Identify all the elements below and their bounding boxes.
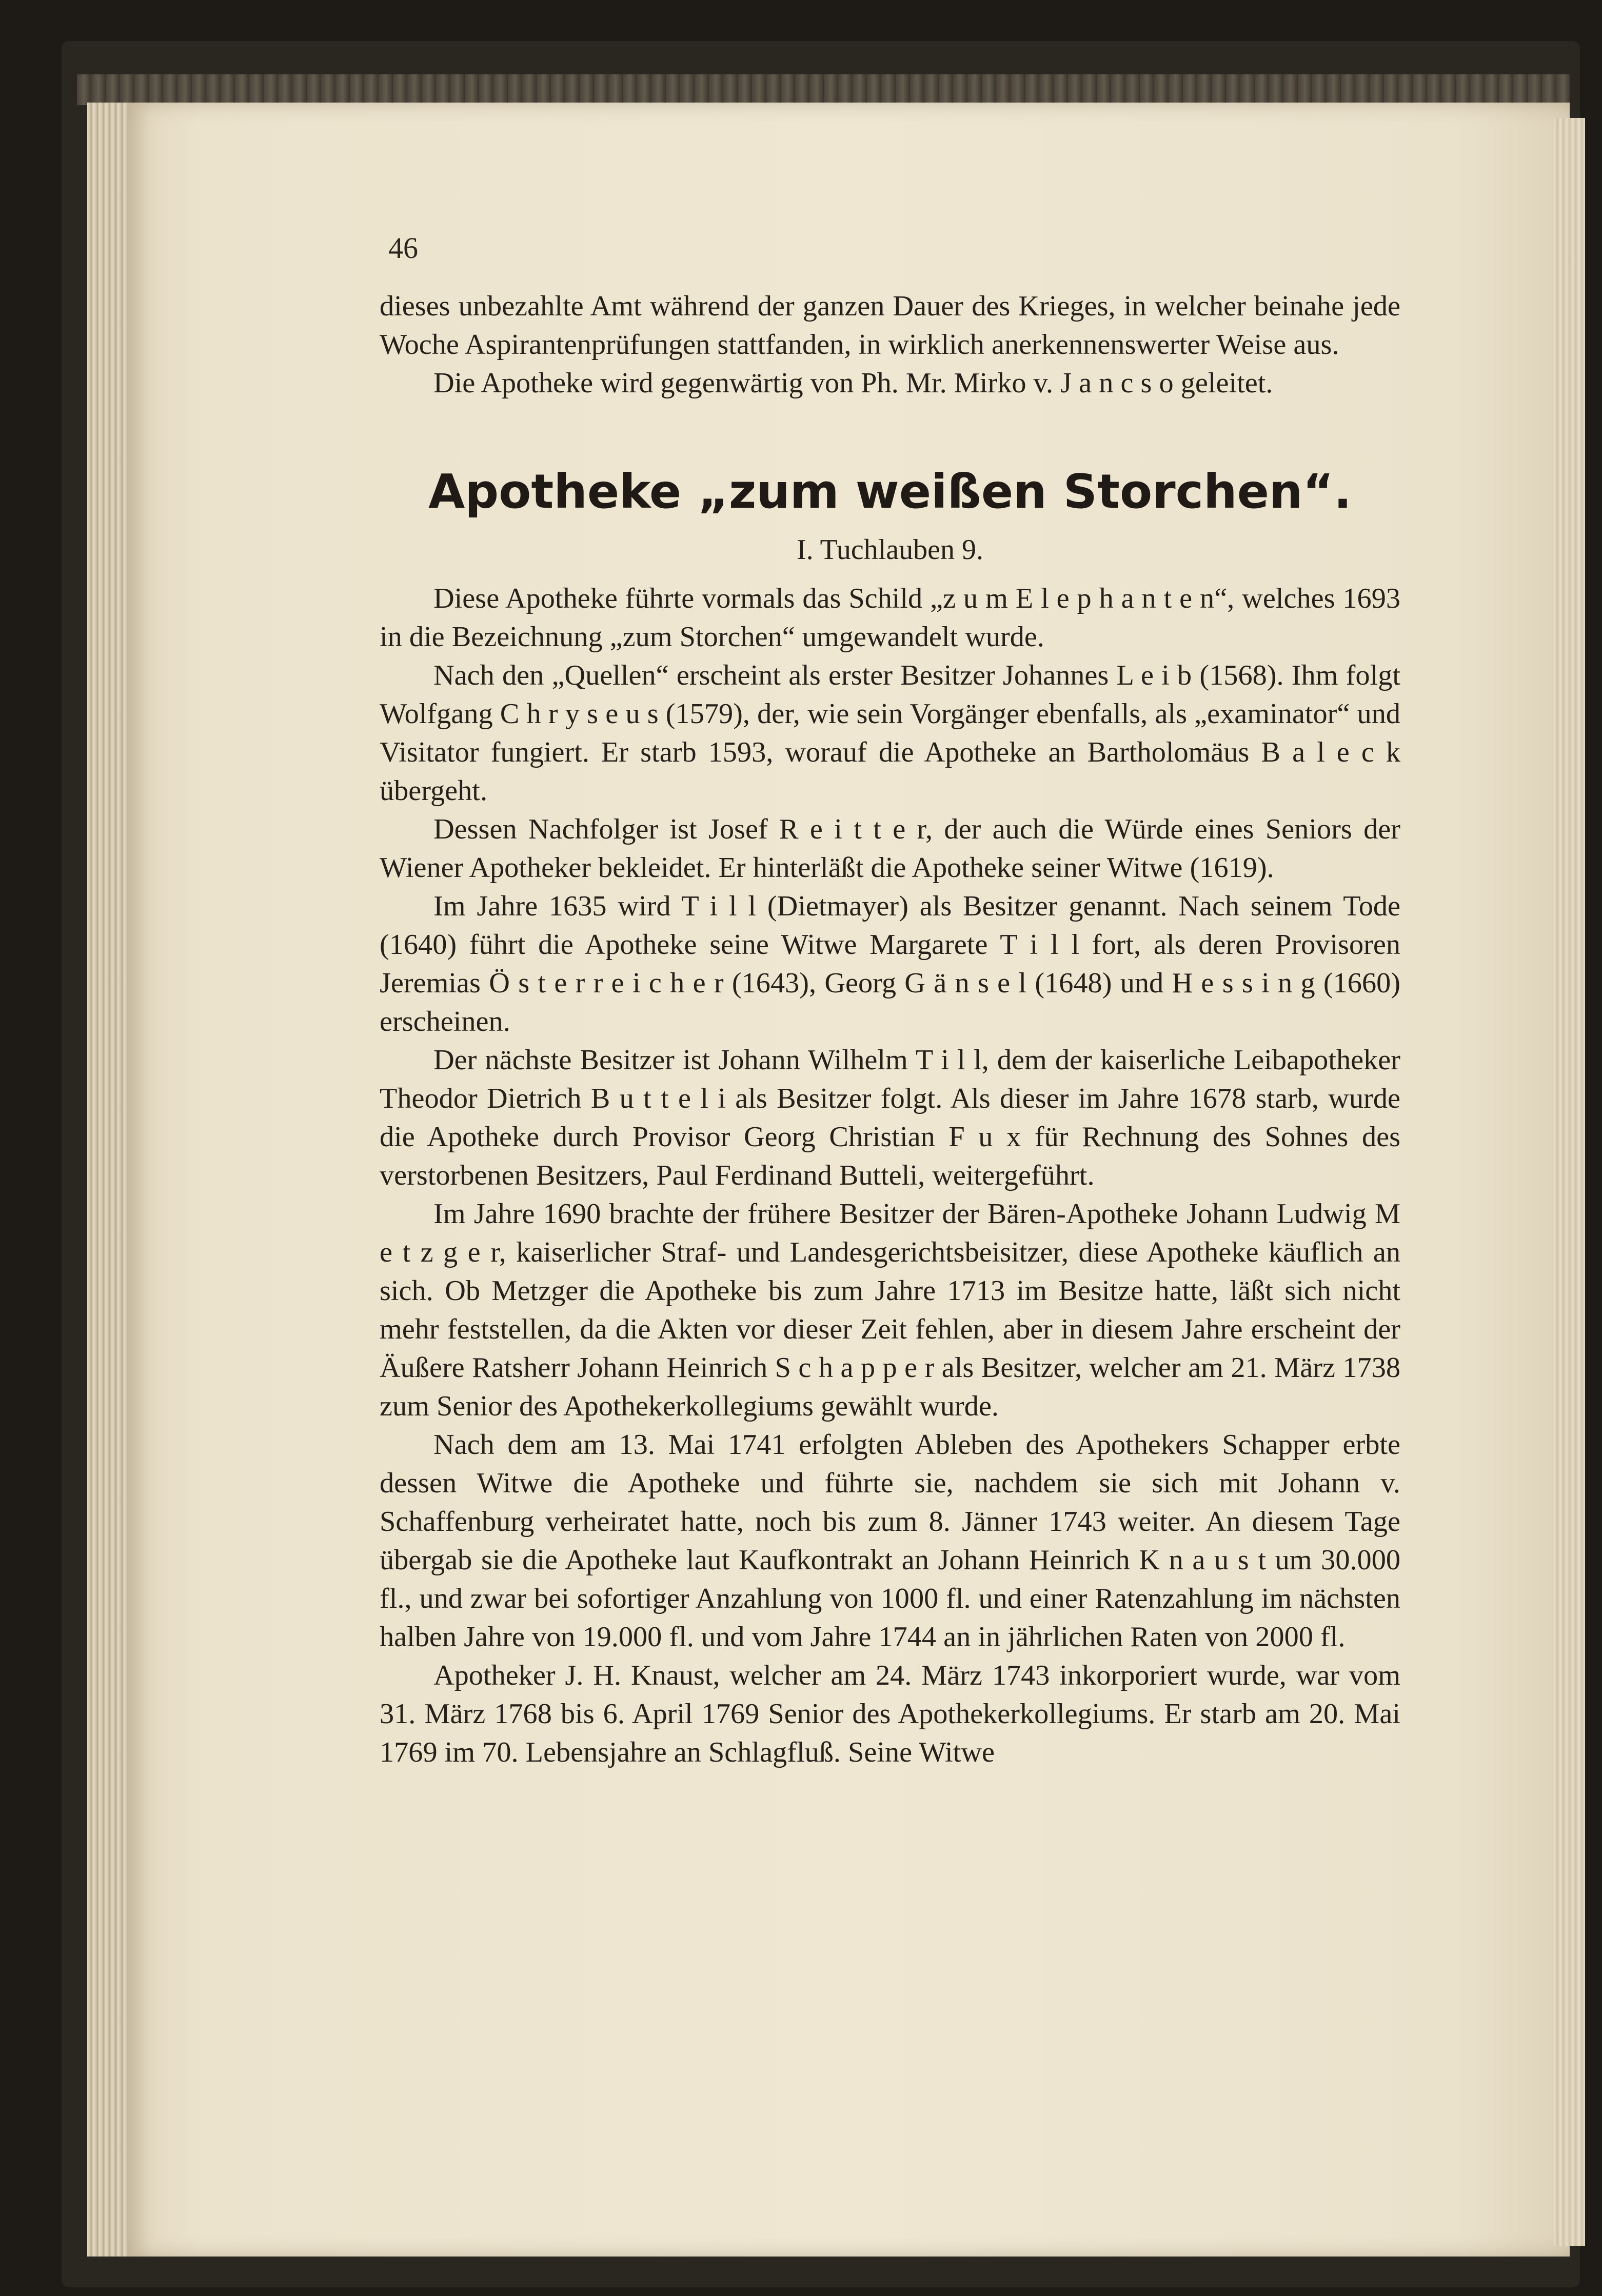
paragraph-body-2: Nach den „Quellen“ erscheint als erster Besitzer Johannes L e i b (1568). Ihm folgt Wolfgang C h r y s e u s (1579), der, wie sein Vorgänger ebenfalls, als „examinator“ und Visitator fungiert. Er starb 1593, worauf die Apotheke an Bartholomäus B a l e c k übergeht. <box>380 660 1400 807</box>
paragraph-body-1: Diese Apotheke führte vormals das Schild „z u m E l e p h a n t e n“, welches 1693 in die Bezeichnung „zum Storchen“ umgewandelt wurde. <box>380 583 1400 653</box>
book-headband <box>77 74 1570 105</box>
paragraph-body-8: Apotheker J. H. Knaust, welcher am 24. März 1743 inkorporiert wurde, war vom 31. März 1768 bis 6. April 1769 Senior des Apothekerkollegiums. Er starb am 20. Mai 1769 im 70. Lebensjahre an Schlagfluß. Seine Witwe <box>380 1660 1400 1768</box>
paragraph-body-4: Im Jahre 1635 wird T i l l (Dietmayer) als Besitzer genannt. Nach seinem Tode (1640) führt die Apotheke seine Witwe Margarete T i l l fort, als deren Provisoren Jeremias Ö s t e r r e i c h e r (1643), Georg G ä n s e l (1648) und H e s s i n g (1660) erscheinen. <box>380 890 1400 1037</box>
paragraph-body-7: Nach dem am 13. Mai 1741 erfolgten Ableben des Apothekers Schapper erbte dessen Witwe die Apotheke und führte sie, nachdem sie sich mit Johann v. Schaffenburg verheiratet hatte, noch bis zum 8. Jänner 1743 weiter. An diesem Tage übergab sie die Apotheke laut Kaufkontrakt an Johann Heinrich K n a u s t um 30.000 fl., und zwar bei sofortiger Anzahlung von 1000 fl. und einer Ratenzahlung im nächsten halben Jahre von 19.000 fl. und vom Jahre 1744 an in jährlichen Raten von 2000 fl. <box>380 1429 1400 1653</box>
section-address: I. Tuchlauben 9. <box>797 534 983 566</box>
section-title: Apotheke „zum weißen Storchen“. <box>428 464 1352 519</box>
paragraph-body-3: Dessen Nachfolger ist Josef R e i t t e r, der auch die Würde eines Seniors der Wiener Apotheker bekleidet. Er hinterläßt die Apotheke seiner Witwe (1619). <box>380 813 1400 884</box>
text-block <box>380 287 1400 1772</box>
paragraph-intro-2: Die Apotheke wird gegenwärtig von Ph. Mr. Mirko v. J a n c s o geleitet. <box>433 367 1273 399</box>
page-edges-right <box>1554 118 1585 2246</box>
paragraph-body-6: Im Jahre 1690 brachte der frühere Besitzer der Bären-Apotheke Johann Ludwig M e t z g e r, kaiserlicher Straf- und Landesgerichtsbeisitzer, diese Apotheke käuflich an sich. Ob Metzger die Apotheke bis zum Jahre 1713 im Besitze hatte, läßt sich nicht mehr feststellen, da die Akten vor dieser Zeit fehlen, aber in diesem Jahre erscheint der Äußere Ratsherr Johann Heinrich S c h a p p e r als Besitzer, welcher am 21. März 1738 zum Senior des Apothekerkollegiums gewählt wurde. <box>380 1198 1400 1422</box>
page-number: 46 <box>388 231 418 265</box>
paragraph-intro-1: dieses unbezahlte Amt während der ganzen Dauer des Krieges, in welcher beinahe jede Woche Aspirantenprüfungen stattfanden, in wirklich anerkennenswerter Weise aus. <box>380 290 1400 361</box>
paragraph-body-5: Der nächste Besitzer ist Johann Wilhelm T i l l, dem der kaiserliche Leibapotheker Theodor Dietrich B u t t e l i als Besitzer folgt. Als dieser im Jahre 1678 starb, wurde die Apotheke durch Provisor Georg Christian F u x für Rechnung des Sohnes des verstorbenen Besitzers, Paul Ferdinand Butteli, weitergeführt. <box>380 1044 1400 1191</box>
